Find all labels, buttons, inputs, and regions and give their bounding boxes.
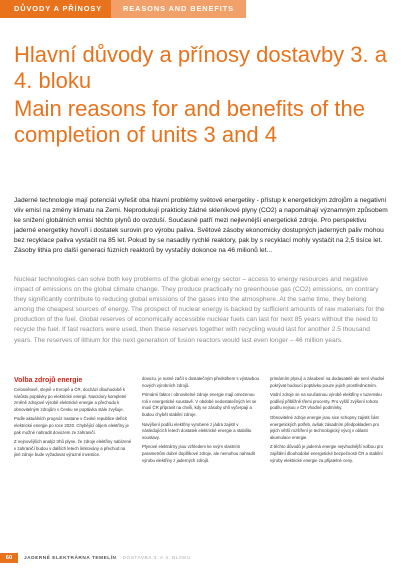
page-title-cz: Hlavní důvody a přínosy dostavby 3. a 4. bloku (14, 42, 387, 93)
body-paragraph: Z nejnovějších analýz trhů plyne, že zdroje elektřiny nabízené v zahraničí budou v dalších letech limitovány a přechod na jiné zdroje bude vyžadovat výrazné investice. (14, 439, 132, 458)
page-number: 60 (0, 553, 18, 563)
body-paragraph: Plynové elektrárny jsou vzhledem ke svým vlastním parametrům dobré doplňkové zdroje, ale nemohou nahradit výrobu elektřiny z jaderných zdrojů. (142, 444, 255, 463)
lead-paragraph-cz: Jaderné technologie mají potenciál vyřešit oba hlavní problémy světové energetiky - přístup k energetickým zdrojům a negativní vliv emisí na změny klimatu na Zemi. Neprodukují prakticky žádné skleníkové plyny (CO2) a napomáhají významným způsobem ke snížení globálních emisí těchto plynů do ovzduší. Současně patří mezi nejlevnější energetické zdroje. Pro perspektivu jaderné energetiky hovoří i dostatek surovin pro výrobu paliva. Světové zásoby ekonomicky dostupných jaderných paliv mohou bez recyklace paliva vystačit na 85 let. Pokud by se nasadily rychlé reaktory, pak by s recyklací mohly vystačit na 2,5 tisíce let. Zásoby lithia pro další generaci fúzních reaktorů by vystačily dokonce na 46 milionů let... (14, 197, 388, 255)
body-paragraph: Obnovitelné zdroje energie jsou sice schopny zajistit část energetických potřeb, avšak zásadním předpokladem pro jejich větší rozšíření je technologický vývoj v oblasti akumulace energie. (270, 414, 380, 440)
body-paragraph: Navýšení podílu elektřiny vyrobené z jádra zajistí v následujících letech dostatek elektrické energie a stabilitu soustavy. (142, 421, 252, 440)
body-paragraph: Celosvětově, stejně v Evropě a ČR, dochází dlouhodobě k nárůstu poptávky po elektrické energii. Navzdory kompletní změně zdrojové výrobě elektrické energie a přechodu k obnovitelným zdrojům v Česku se poptávka stále zvyšuje. (14, 387, 127, 412)
body-paragraph: dovozu, je nutné začít s dostatečným předstihem s výstavbou nových výrobních zdrojů. (142, 376, 260, 388)
section-heading: Volba zdrojů energie (14, 377, 83, 384)
body-columns (14, 376, 388, 540)
body-paragraph: Z těchto důvodů je jaderná energie nejvhodnější volbou pro zajištění dlouhodobé energetické bezpečnosti ČR a stabilní výroby elektrické energie za přijatelné ceny. (270, 444, 383, 463)
body-column-1 (14, 376, 132, 540)
body-paragraph: primárním plynu) a zásobení na dodavatelé ale není vhodné pokrývat budoucí poptávku pouze jejich prostřednictvím. (270, 376, 385, 388)
body-paragraph: Podle aktuálních prognóz nastane v České republice deficit elektrické energie po roce 2020. Chybějící objem elektřiny je pak možné nahradit dovozem ze zahraničí. (14, 416, 129, 435)
section-label-cz: DŮVODY A PŘÍNOSY (0, 0, 111, 18)
page-title-en: Main reasons for and benefits of the completion of units 3 and 4 (14, 96, 365, 147)
body-paragraph: Vodní zdroje se na současnou výrobě elektřiny v tuzemsku podílejí přibližně třemi procenty. Pro vyšší zvýšení tohoto podílu nejsou v ČR vhodné podmínky. (270, 392, 382, 411)
body-column-3 (270, 376, 388, 540)
section-header-bar (0, 0, 403, 18)
section-label-en: REASONS AND BENEFITS (111, 0, 246, 18)
lead-paragraph-en: Nuclear technologies can solve both key problems of the global energy sector – access to energy resources and negative impact of emissions on the global climate change. They produce practically no greenhouse gas (CO2) emissions, on contrary they significantly contribute to reducing global emissions of the gases into the atmosphere. At the same time, they belong among the cheapest sources of energy. The prospect of nuclear energy is backed by sufficient amounts of raw materials for the production of the fuel. Global reserves of economically accessible nuclear fuels can last for next 85 years without the need to recycle the fuel. If fast reactors were used, then these reserves together with recycling would last for another 2.5 thousand years. The reserves of lithium for the next generation of fusion reactors would last even longer – 46 million years. (14, 276, 385, 344)
publication-name: JADERNÉ ELEKTRÁRNA TEMELÍN (24, 555, 117, 561)
body-paragraph: Primární faktor i obnovitelné zdroje energie mají omezenou roli v energetické soustavě. V obdobé nedostatečných let se musí ČR připravit na chvíli, kdy se zásoby uhlí vyčerpají a budou chybět stabilní zdroje. (142, 392, 257, 417)
issue-label: DOSTAVBA 3. A 4. BLOKU (122, 555, 191, 561)
page-footer (0, 553, 403, 563)
body-column-2 (142, 376, 260, 540)
